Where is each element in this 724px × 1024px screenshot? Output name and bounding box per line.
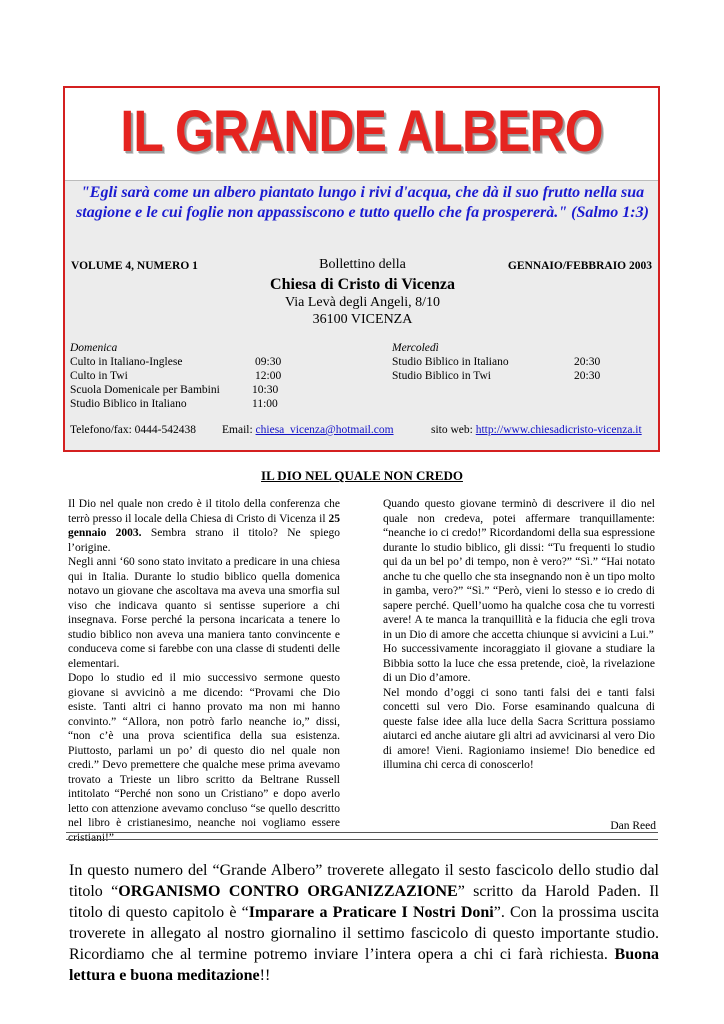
schedule-row [70, 383, 300, 397]
article-text: Il Dio nel quale non credo è il titolo della conferenza che terrò presso il locale della Chiesa di Cristo di Vicenza il [68, 498, 340, 525]
notice-chapter-title: Imparare a Praticare I Nostri Doni [248, 904, 494, 921]
sunday-schedule [70, 341, 300, 411]
notice-closing: Buona lettura e buona meditazione [69, 946, 659, 984]
service-time: 20:30 [574, 356, 601, 368]
article-paragraph: Ho successivamente incoraggiato il giovane a studiare la Bibbia sotto la luce che essa pretende, cioè, la rivelazione di un Dio d’amore. [383, 643, 655, 684]
service-time: 20:30 [574, 370, 601, 382]
bulletin-label: Bollettino della [319, 257, 406, 272]
article-title: IL DIO NEL QUALE NON CREDO [261, 468, 463, 483]
address-line-2: 36100 VICENZA [312, 312, 413, 327]
article-paragraph: Quando questo giovane terminò di descrivere il dio nel quale non credeva, potei affermare tranquillamente: “neanche io ci credo!” Ricordandomi della sua espressione durante lo studio biblico, gli dissi: “Tu frequenti lo studio qui da un bel po’ di tempo, non è vero?” “Sì.” “Hai notato anche tu che quello che sta insegnando non è un tipo molto in gamba, vero?” “Sì.” “Però, vieni lo stesso e io credo di sapere perché. Quell’uomo ha qualche cosa che tu vorresti avere! A te manca la tranquillità e la fiducia che egli trova in un Dio di amore che accetta chiunque si avvicini a Lui.” [383, 498, 655, 641]
service-name: Studio Biblico in Italiano [70, 398, 187, 410]
address-line-1: Via Levà degli Angeli, 8/10 [284, 295, 441, 310]
email-block [222, 424, 394, 436]
service-name: Culto in Twi [70, 370, 128, 382]
article-paragraph: Nel mondo d’oggi ci sono tanti falsi dei e tanti falsi concetti sul vero Dio. Forse esaminando qualcuna di queste false idee alla luce della Sacra Scrittura possiamo aiutarci ed anche aiutare gli altri ad avvicinarsi al vero Dio di amore! Vieni. Ragioniamo insieme! Dio benedice ed illumina chi cerca di conoscerlo! [383, 686, 655, 771]
wednesday-label: Mercoledì [392, 342, 439, 354]
service-name: Culto in Italiano-Inglese [70, 356, 183, 368]
email-label: Email: [222, 424, 253, 436]
church-name: Chiesa di Cristo di Vicenza [270, 276, 455, 293]
schedule-row [70, 369, 300, 383]
church-address [65, 294, 660, 328]
notice-text: ” scritto da Harold Paden. Il titolo di questo capitolo è “ [69, 883, 660, 921]
sunday-label: Domenica [70, 342, 118, 354]
masthead-band [65, 88, 658, 181]
article-paragraph [68, 497, 340, 555]
schedule-row [70, 397, 300, 411]
article-author: Dan Reed [610, 820, 656, 832]
service-name: Studio Biblico in Italiano [392, 356, 509, 368]
notice-study-title: ORGANISMO CONTRO ORGANIZZAZIONE [118, 883, 458, 900]
article-paragraph: Dopo lo studio ed il mio successivo sermone questo giovane si avvicinò a me dicendo: “Provami che Dio esiste. Tanti altri ci hanno provato ma non mi hanno convinto.” “Allora, non potrò farlo neanche io,” dissi, “non c’è una prova scientifica della sua esistenza. Piuttosto, parlami un po’ di questo dio nel quale non credi.” Devo premettere che qualche mese prima avevamo trovato a Trieste un libro scritto da Beltrane Russell intitolato “Perché non sono un Cristiano” e dopo averlo letto con attenzione avevamo concluso “se quello descritto nel libro è cristianesimo, neanche noi vogliamo essere cristiani!” [68, 672, 340, 844]
service-name: Studio Biblico in Twi [392, 370, 491, 382]
phone-fax: Telefono/fax: 0444-542438 [70, 424, 196, 436]
conference-date: 25 gennaio 2003. [68, 512, 340, 539]
notice-text: !! [259, 967, 271, 984]
article-right-column [383, 497, 655, 773]
article-left-column [68, 497, 340, 845]
schedule-row [392, 355, 632, 369]
header-box [63, 86, 660, 452]
bible-verse: "Egli sarà come un albero piantato lungo i rivi d'acqua, che dà il suo frutto nella sua stagione e le cui foglie non appassiscono e tutto quello che fa prospererà." (Salmo 1:3) [76, 184, 649, 221]
masthead-title: IL GRANDE ALBERO [120, 99, 603, 164]
article-paragraph: Negli anni ‘60 sono stato invitato a predicare in una chiesa qui in Italia. Durante lo studio biblico quella domenica notavo un giovane che ascoltava ma aveva una smorfia sul viso che indicava quanto si sentisse superiore a chi insegnava. Forse perché la persona incaricata a tenere lo studio biblico non aveva una maniera tanto convincente e conduceva come si farebbe con una classe di studenti delle elementari. [68, 556, 340, 670]
notice-text: ”. Con la prossima uscita troverete in allegato al nostro giornalino il settimo fascicolo di questo importante studio. Ricordiamo che al termine potremo inviare l’intera opera a chi ci farà richiesta. [69, 904, 659, 963]
schedule-row [392, 369, 632, 383]
website-link[interactable]: http://www.chiesadicristo-vicenza.it [475, 424, 642, 436]
service-time: 11:00 [252, 398, 278, 410]
email-link[interactable]: chiesa_vicenza@hotmail.com [255, 424, 394, 436]
volume-number: VOLUME 4, NUMERO 1 [71, 260, 198, 272]
article-text: Sembra strano il titolo? Ne spiego l’origine. [68, 527, 340, 554]
service-name: Scuola Domenicale per Bambini [70, 384, 220, 396]
website-label: sito web: [431, 424, 473, 436]
notice-text: In questo numero del “Grande Albero” troverete allegato il sesto fascicolo dello studio dal titolo “ [69, 862, 659, 900]
service-time: 10:30 [252, 384, 279, 396]
service-time: 09:30 [255, 356, 282, 368]
separator-line [66, 832, 658, 840]
website-block [431, 424, 642, 436]
wednesday-schedule [392, 341, 632, 383]
notice-paragraph [69, 860, 659, 986]
schedule-row [70, 355, 300, 369]
service-time: 12:00 [255, 370, 282, 382]
issue-date: GENNAIO/FEBBRAIO 2003 [507, 260, 652, 272]
